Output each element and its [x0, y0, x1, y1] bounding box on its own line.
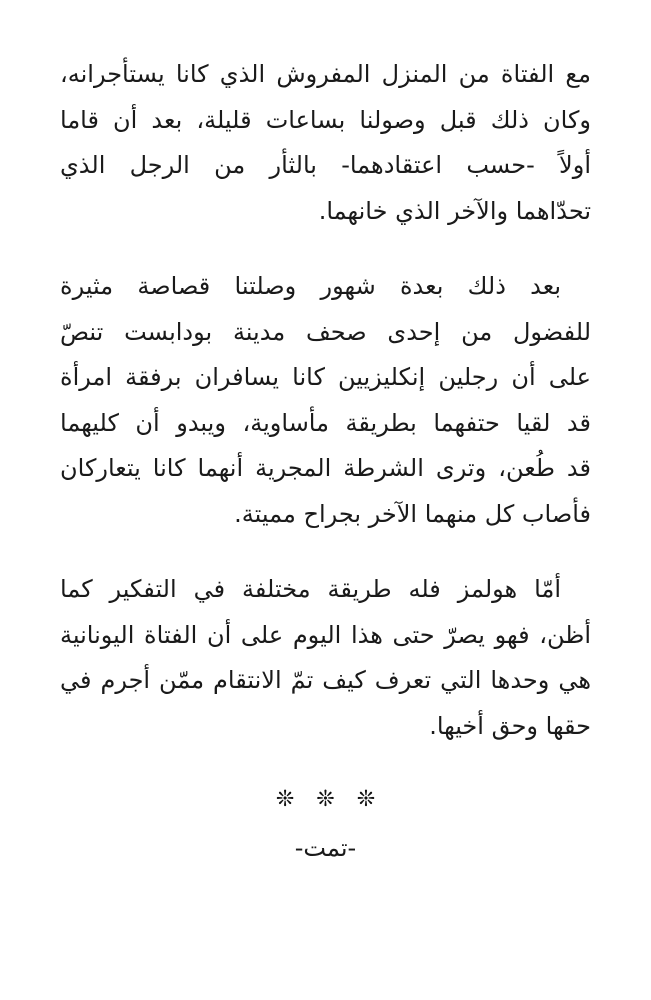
paragraph-line: أظن، فهو يصرّ حتى هذا اليوم على أن الفتاة اليونانية — [60, 620, 591, 649]
paragraph-1 — [60, 52, 591, 234]
paragraph-line: مع الفتاة من المنزل المفروش الذي كانا يستأجرانه، — [60, 60, 591, 88]
paragraph-line: بعد ذلك بعدة شهور وصلتنا قصاصة مثيرة — [60, 272, 561, 300]
paragraph-line: على أن رجلين إنكليزيين كانا يسافران برفقة امرأة — [60, 363, 591, 391]
paragraph-line: وكان ذلك قبل وصولنا بساعات قليلة، بعد أن قاما — [60, 105, 591, 134]
paragraph-line: للفضول من إحدى صحف مدينة بودابست تنصّ — [60, 317, 591, 346]
paragraph-line: قد لقيا حتفهما بطريقة مأساوية، ويبدو أن كليهما — [60, 408, 591, 437]
end-mark: -تمت- — [294, 834, 357, 862]
paragraph-line: حقها وحق أخيها. — [429, 711, 591, 740]
paragraph-line: أولاً -حسب اعتقادهما- بالثأر من الرجل الذي — [60, 151, 591, 179]
paragraph-line: هي وحدها التي تعرف كيف تمّ الانتقام ممّن أجرم في — [60, 666, 591, 694]
paragraph-line: تحدّاهما والآخر الذي خانهما. — [318, 196, 591, 225]
paragraph-line: قد طُعن، وترى الشرطة المجرية أنهما كانا يتعاركان — [60, 454, 591, 482]
section-break-ornament: ❊❊❊ — [275, 787, 398, 812]
paragraph-line: أمّا هولمز فله طريقة مختلفة في التفكير كما — [60, 575, 561, 603]
paragraph-3 — [60, 567, 591, 749]
paragraph-line: فأصاب كل منهما الآخر بجراح مميتة. — [234, 499, 591, 528]
paragraph-2 — [60, 264, 591, 537]
book-page — [60, 52, 591, 862]
